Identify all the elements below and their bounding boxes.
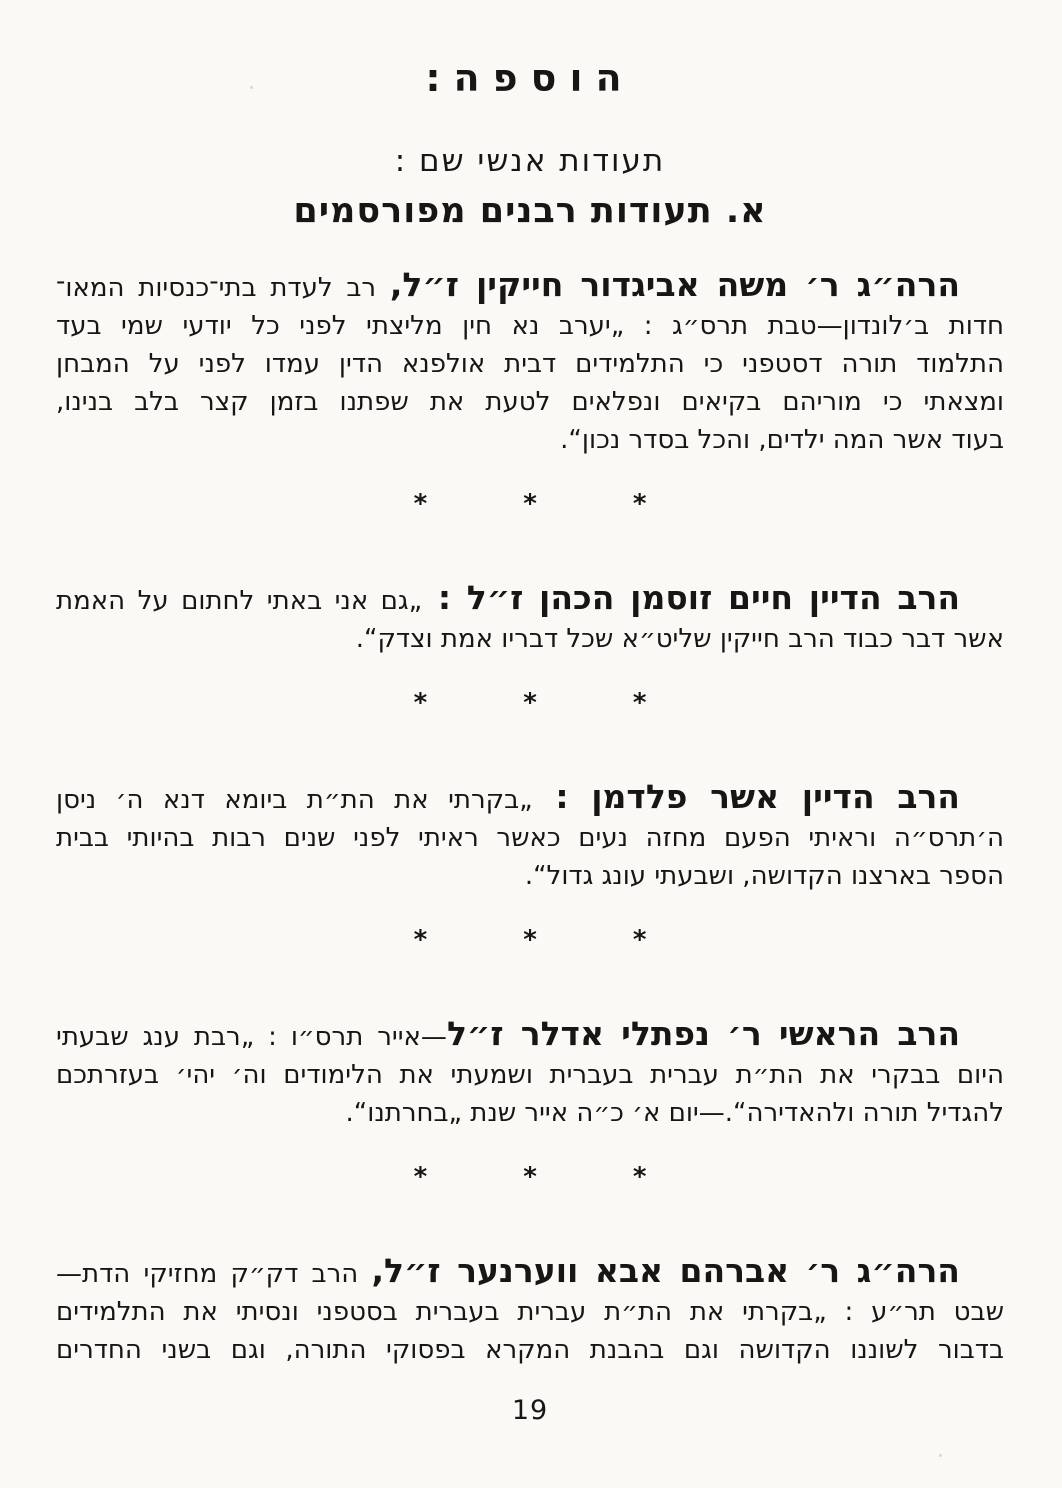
asterisk-icon: * [632, 688, 647, 718]
testimonials [56, 266, 1004, 1369]
scan-speck [939, 1454, 942, 1457]
text-line [56, 345, 1004, 383]
asterisk-separator [56, 690, 1004, 716]
testimonial-text: להגדיל תורה ולהאדירה“.—יום א׳ כ״ה אייר שנת „בחרתנו“. [345, 1098, 1004, 1128]
rabbi-name: הרב הדיין אשר פלדמן : [532, 777, 960, 816]
text-line [56, 1331, 1004, 1369]
asterisk-icon: * [523, 489, 537, 519]
text-line [56, 1094, 1004, 1132]
scanned-book-page [0, 56, 1062, 1488]
testimonial-paragraph [56, 266, 1004, 459]
testimonial-text: בדבור לשוננו הקדושה וגם בהבנת המקרא בפסוקי התורה, וגם בשני החדרים [56, 1335, 1004, 1365]
testimonial-text: רב לעדת בתי־כנסיות המאו־ [56, 273, 390, 303]
rabbi-name: הרב הראשי ר׳ נפתלי אדלר ז״ל [446, 1014, 960, 1053]
page-title: הוספה: [425, 56, 635, 100]
rabbi-name: הרה״ג ר׳ אברהם אבא ווערנער ז״ל, [371, 1251, 960, 1290]
testimonial-paragraph [56, 1015, 1004, 1132]
text-line [56, 778, 1004, 819]
asterisk-icon: * [632, 925, 647, 955]
asterisk-icon: * [523, 1162, 537, 1192]
asterisk-icon: * [632, 489, 647, 519]
testimonial-text: „בקרתי את הת״ת ביומא דנא ה׳ ניסן [56, 785, 533, 815]
section-heading: א. תעודות רבנים מפורסמים [293, 191, 767, 231]
testimonial-paragraph [56, 579, 1004, 658]
asterisk-icon: * [523, 688, 537, 718]
rabbi-name: הרב הדיין חיים זוסמן הכהן ז״ל : [422, 578, 960, 617]
testimonial-text: הספר בארצנו הקדושה, ושבעתי עונג גדול“. [524, 861, 1004, 891]
asterisk-icon: * [523, 925, 537, 955]
asterisk-icon: * [632, 1162, 647, 1192]
text-line [56, 1252, 1004, 1293]
text-line [56, 620, 1004, 658]
testimonial-text: היום בבקרי את הת״ת עברית בעברית ושמעתי את הלימודים וה׳ יהי׳ בעזרתכם [56, 1060, 1004, 1090]
testimonial-text: —אייר תרס״ו : „רבת ענג שבעתי [56, 1022, 447, 1052]
asterisk-icon: * [413, 1162, 428, 1192]
asterisk-separator [56, 491, 1004, 517]
text-line [56, 421, 1004, 459]
scan-speck [250, 86, 253, 89]
text-line [56, 307, 1004, 345]
asterisk-icon: * [413, 925, 428, 955]
text-line [56, 819, 1004, 857]
testimonial-text: ה׳תרס״ה וראיתי הפעם מחזה נעים כאשר ראיתי לפני שנים רבות בהיותי בבית [56, 823, 1004, 853]
asterisk-separator [56, 1164, 1004, 1190]
testimonial-text: ומצאתי כי מוריהם בקיאים ונפלאים לטעת את שפתנו בזמן קצר בלב בנינו, [56, 387, 1004, 417]
text-line [56, 383, 1004, 421]
asterisk-icon: * [413, 688, 428, 718]
testimonial-text: הרב דק״ק מחזיקי הדת— [56, 1259, 372, 1289]
text-line [56, 1056, 1004, 1094]
text-line [56, 579, 1004, 620]
testimonial-text: התלמוד תורה דסטפני כי התלמידים דבית אולפנא הדין עמדו לפני על המבחן [56, 349, 1004, 379]
text-line [56, 1015, 1004, 1056]
testimonial-text: „גם אני באתי לחתום על האמת [56, 586, 423, 616]
testimonial-paragraph [56, 778, 1004, 895]
testimonial-text: חדות ב׳לונדון—טבת תרס״ג : „יערב נא חין מליצתי לפני כל יודעי שמי בעד [56, 311, 1004, 341]
testimonial-paragraph [56, 1252, 1004, 1369]
asterisk-icon: * [413, 489, 428, 519]
subtitle: תעודות אנשי שם : [394, 143, 666, 179]
text-line [56, 1293, 1004, 1331]
text-line [56, 266, 1004, 307]
page [0, 56, 1062, 1488]
page-number: 19 [511, 1395, 549, 1426]
testimonial-text: אשר דבר כבוד הרב חייקין שליט״א שכל דבריו אמת וצדק“. [355, 624, 1004, 654]
asterisk-separator [56, 927, 1004, 953]
rabbi-name: הרה״ג ר׳ משה אביגדור חייקין ז״ל, [389, 265, 960, 304]
testimonial-text: בעוד אשר המה ילדים, והכל בסדר נכון“. [560, 425, 1004, 455]
text-line [56, 857, 1004, 895]
testimonial-text: שבט תר״ע : „בקרתי את הת״ת עברית בעברית בסטפני ונסיתי את התלמידים [56, 1297, 1004, 1327]
